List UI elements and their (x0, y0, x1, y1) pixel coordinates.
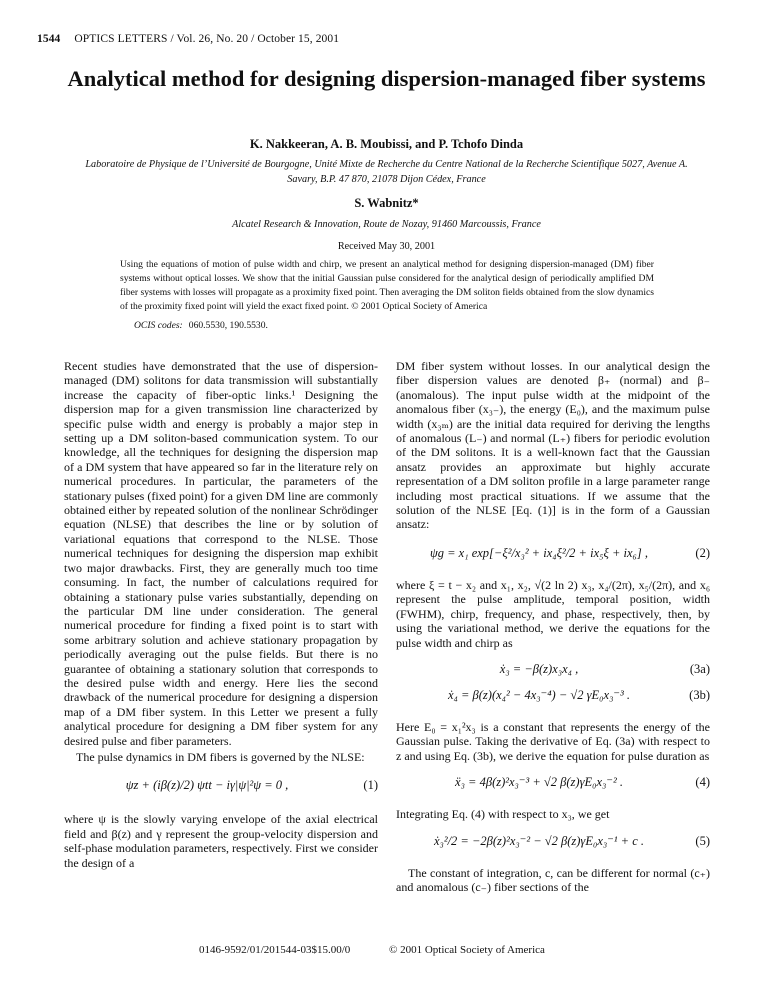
affiliation-1: Laboratoire de Physique de l’Université de Bourgogne, Unité Mixte de Recherche du Centre National de la Recherche Scientifique 5027, Avenue A. Savary, B.P. 47 870, 21078 Dijon Cédex, France (85, 159, 688, 185)
body-paragraph: Recent studies have demonstrated that the use of dispersion-managed (DM) solitons for data transmission will substantially increase the capacity of fiber-optic links.¹ Designing the dispersion map for a given transmission line characterized by specific pulse width and energy is probably a major step in setting up a DM soliton-based communication system. To our knowledge, all the techniques for designing the dispersion map of a DM system that have appeared so far in the literature rely on numerical procedures. In particular, the parameters of the stationary pulses (fixed point) for a given DM line are commonly obtained either by repeated solution of the nonlinear Schrödinger equation (NLSE) that describes the line or by solution of variational equations that correspond to the NLSE. Those numerical techniques for designing the dispersion map exhibit two major drawbacks. First, they are generally much too time consuming. In fact, the number of calculations required for obtaining a stationary pulse varies substantially, depending on the particular DM line under consideration. The general numerical procedure for finding a fixed point is to start with some arbitrary solution and achieve stationary propagation by periodically averaging out the pulse fields. But there is no guarantee of obtaining a stationary solution that corresponds to the desired pulse width and energy. Here lies the second drawback of the numerical procedure for designing a dispersion map of a DM fiber system. In this Letter we present a fully analytical procedure for designing a DM fiber system for any desired pulse and fiber parameters. (64, 359, 378, 748)
equation-body: ẍ₃ = 4β(z)²x₃⁻³ + √2 β(z)γE₀x₃⁻² . (455, 775, 623, 790)
body-paragraph: Here E₀ = x₁²x₃ is a constant that represents the energy of the Gaussian pulse. Taking the derivative of Eq. (3a) with respect to z and using Eq. (3b), we derive the equation for pulse duration as (396, 719, 710, 763)
left-column (64, 359, 378, 870)
received-date: Received May 30, 2001 (337, 241, 436, 252)
equation-1 (64, 778, 378, 800)
equation-body: ψg = x₁ exp[−ξ²/x₃² + ix₄ξ²/2 + ix₅ξ + ix₆] , (429, 545, 649, 560)
page-number: 1544 (37, 33, 61, 45)
equation-number: (1) (363, 778, 378, 793)
equation-number: (5) (695, 833, 710, 848)
equation-3a (396, 662, 710, 684)
body-paragraph: DM fiber system without losses. In our analytical design the fiber dispersion values are denoted β₊ (normal) and β₋ (anomalous). The input pulse width at the midpoint of the anomalous fiber (x₃₋), the energy (E₀), and the maximum pulse width (x₃ₘ) are the initial data required for deriving the lengths of anomalous (L₋) and normal (L₊) fibers for periodic evolution of the DM solitons. It is a well-known fact that the Gaussian ansatz provides an approximate but highly accurate representation of a DM soliton profile in a large parameter range including most practical situations. If we assume that the solution of the NLSE [Eq. (1)] is in the form of a Gaussian ansatz: (396, 359, 710, 532)
equation-3b (396, 688, 710, 710)
body-paragraph: Integrating Eq. (4) with respect to x₃, we get (396, 807, 610, 822)
running-head (37, 33, 339, 45)
equation-body: ẋ₄ = β(z)(x₄² − 4x₃⁻⁴) − √2 γE₀x₃⁻³ . (447, 687, 631, 702)
equation-5 (396, 834, 710, 856)
equation-body: ẋ₃ = −β(z)x₃x₄ , (499, 661, 579, 676)
right-column (396, 359, 710, 894)
footer-code: 0146-9592/01/201544-03$15.00/0 (199, 944, 351, 956)
ocis-label: OCIS codes: (134, 320, 183, 331)
equation-number: (3a) (689, 661, 710, 676)
equation-body: ψz + (iβ(z)/2) ψtt − iγ|ψ|²ψ = 0 , (125, 778, 289, 793)
footer-copyright: © 2001 Optical Society of America (389, 944, 545, 956)
equation-2 (396, 546, 710, 568)
ocis-codes (134, 320, 268, 331)
affiliation-2: Alcatel Research & Innovation, Route de Nozay, 91460 Marcoussis, France (232, 219, 541, 230)
ocis-code-list: 060.5530, 190.5530. (188, 320, 268, 331)
equation-number: (4) (695, 775, 710, 790)
equation-number: (2) (695, 545, 710, 560)
journal-citation: OPTICS LETTERS / Vol. 26, No. 20 / October 15, 2001 (74, 33, 340, 45)
equation-4 (396, 775, 710, 797)
body-paragraph: The pulse dynamics in DM fibers is governed by the NLSE: (76, 749, 365, 764)
author-list-1: K. Nakkeeran, A. B. Moubissi, and P. Tchofo Dinda (249, 137, 524, 151)
body-paragraph: where ξ = t − x₂ and x₁, x₂, √(2 ln 2) x₃, x₄/(2π), x₅/(2π), and x₆ represent the pulse amplitude, temporal position, width (FWHM), chirp, frequency, and phase, respectively, then, by using the variational method, we derive the equations for the pulse width and chirp as (396, 577, 710, 650)
body-paragraph: where ψ is the slowly varying envelope of the axial electrical field and β(z) and γ represent the group-velocity dispersion and self-phase modulation parameters, respectively. First we consider the design of a (64, 812, 378, 870)
abstract: Using the equations of motion of pulse width and chirp, we present an analytical method for designing dispersion-managed (DM) fiber systems without optical losses. We show that the initial Gaussian pulse considered for the analytical design of periodically amplified DM fiber systems with losses will propagate as a proximity fixed point. Then averaging the DM soliton fields obtained from the slow dynamics of the proximity fixed point will yield the exact fixed point. © 2001 Optical Society of America (120, 259, 654, 313)
body-paragraph: The constant of integration, c, can be different for normal (c₊) and anomalous (c₋) fiber sections of the (396, 865, 710, 894)
equation-body: ẋ₃²/2 = −2β(z)²x₃⁻² − √2 β(z)γE₀x₃⁻¹ + c . (433, 833, 645, 848)
article-title: Analytical method for designing dispersion-managed fiber systems (67, 66, 706, 91)
author-list-2: S. Wabnitz* (354, 196, 419, 210)
equation-number: (3b) (689, 687, 710, 702)
